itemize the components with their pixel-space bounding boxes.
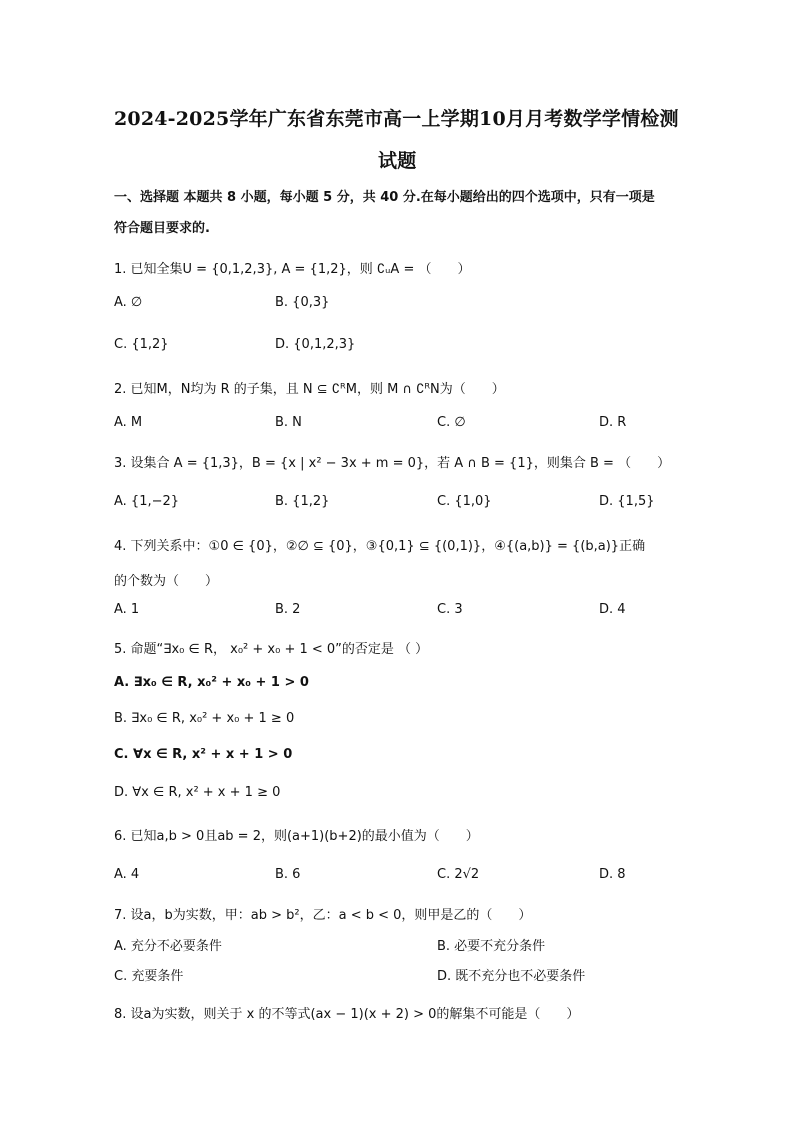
question-6-option-a: A. 4 bbox=[114, 867, 140, 882]
question-1-option-d: D. {0,1,2,3} bbox=[275, 337, 356, 352]
question-2-option-c: C. ∅ bbox=[437, 415, 466, 430]
exam-title-line1: 2024-2025学年广东省东莞市高一上学期10月月考数学学情检测 bbox=[114, 108, 679, 130]
question-7-option-d: D. 既不充分也不必要条件 bbox=[437, 969, 586, 984]
question-5-option-d: D. ∀x ∈ R, x² + x + 1 ≥ 0 bbox=[114, 785, 281, 800]
question-7-stem: 7. 设a，b为实数，甲：ab > b²，乙：a < b < 0，则甲是乙的（ ） bbox=[114, 908, 532, 923]
question-5-stem: 5. 命题“∃x₀ ∈ R， x₀² + x₀ + 1 < 0”的否定是 （ ） bbox=[114, 642, 429, 657]
question-7-option-b: B. 必要不充分条件 bbox=[437, 939, 546, 954]
question-4-option-d: D. 4 bbox=[599, 602, 626, 617]
question-3-option-d: D. {1,5} bbox=[599, 494, 655, 509]
section-instruction-line2: 符合题目要求的. bbox=[114, 221, 210, 236]
question-5-option-a: A. ∃x₀ ∈ R, x₀² + x₀ + 1 > 0 bbox=[114, 675, 309, 690]
question-7-option-a: A. 充分不必要条件 bbox=[114, 939, 222, 954]
question-6-stem: 6. 已知a,b > 0且ab = 2，则(a+1)(b+2)的最小值为（ ） bbox=[114, 829, 479, 844]
question-4-option-c: C. 3 bbox=[437, 602, 463, 617]
question-5-option-c: C. ∀x ∈ R, x² + x + 1 > 0 bbox=[114, 747, 293, 762]
question-2-option-a: A. M bbox=[114, 415, 143, 430]
question-4-option-b: B. 2 bbox=[275, 602, 301, 617]
question-2-option-b: B. N bbox=[275, 415, 302, 430]
question-4-stem-line2: 的个数为（ ） bbox=[114, 574, 219, 589]
question-1-option-c: C. {1,2} bbox=[114, 337, 169, 352]
question-3-option-a: A. {1,−2} bbox=[114, 494, 180, 509]
question-1-stem: 1. 已知全集U = {0,1,2,3}, A = {1,2}，则 ∁ᵤA = （ ） bbox=[114, 262, 471, 277]
question-2-stem: 2. 已知M，N均为 R 的子集，且 N ⊆ ∁ᴿM，则 M ∩ ∁ᴿN为（ ） bbox=[114, 382, 505, 397]
question-1-option-b: B. {0,3} bbox=[275, 295, 330, 310]
question-7-option-c: C. 充要条件 bbox=[114, 969, 184, 984]
question-5-option-b: B. ∃x₀ ∈ R, x₀² + x₀ + 1 ≥ 0 bbox=[114, 711, 295, 726]
question-6-option-c: C. 2√2 bbox=[437, 867, 480, 882]
question-6-option-d: D. 8 bbox=[599, 867, 626, 882]
question-4-option-a: A. 1 bbox=[114, 602, 140, 617]
exam-title-line2: 试题 bbox=[378, 150, 417, 172]
question-8-stem: 8. 设a为实数，则关于 x 的不等式(ax − 1)(x + 2) > 0的解集不可能是（ ） bbox=[114, 1007, 580, 1022]
question-3-stem: 3. 设集合 A = {1,3}，B = {x | x² − 3x + m = 0}，若 A ∩ B = {1}，则集合 B = （ ） bbox=[114, 456, 671, 471]
question-3-option-c: C. {1,0} bbox=[437, 494, 492, 509]
question-4-stem-line1: 4. 下列关系中：①0 ∈ {0}，②∅ ⊆ {0}，③{0,1} ⊆ {(0,1)}，④{(a,b)} = {(b,a)}正确 bbox=[114, 539, 646, 554]
question-1-option-a: A. ∅ bbox=[114, 295, 143, 310]
question-6-option-b: B. 6 bbox=[275, 867, 301, 882]
section-instruction-line1: 一、选择题 本题共 8 小题，每小题 5 分，共 40 分.在每小题给出的四个选项中，只有一项是 bbox=[114, 190, 655, 205]
question-2-option-d: D. R bbox=[599, 415, 627, 430]
question-3-option-b: B. {1,2} bbox=[275, 494, 330, 509]
